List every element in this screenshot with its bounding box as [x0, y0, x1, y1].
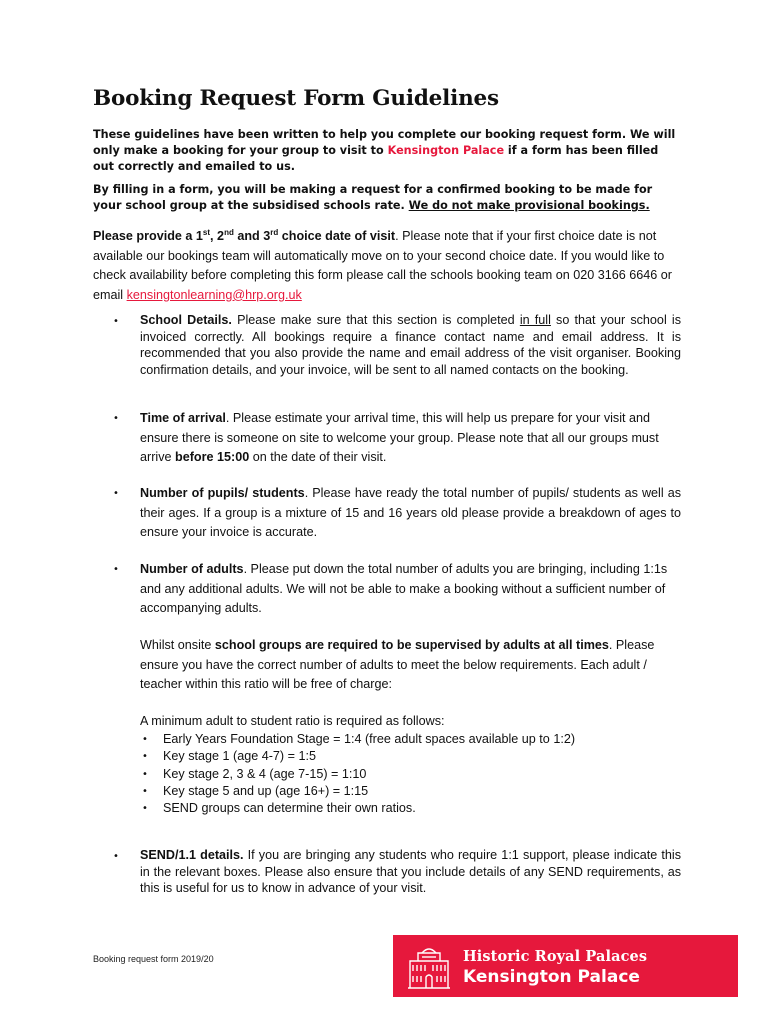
bullet: • — [113, 316, 119, 327]
page-title: Booking Request Form Guidelines — [93, 86, 499, 111]
supervision-paragraph: Whilst onsite school groups are required to be supervised by adults at all times. Please ensure you have the correct number of adults to meet the below requirements. Each adult / teacher within this ratio will be free of charge: — [140, 638, 655, 691]
bullet: • — [113, 488, 119, 499]
logo-org-name: Historic Royal Palaces — [463, 948, 648, 965]
palace-name: Kensington Palace — [387, 144, 505, 157]
ratio-intro: A minimum adult to student ratio is required as follows: — [140, 714, 445, 728]
ratio-list — [140, 731, 575, 817]
ratio-item-eyfs: • Early Years Foundation Stage = 1:4 (free adult spaces available up to 1:2) — [142, 732, 576, 746]
bullet: • — [113, 851, 119, 862]
ratio-item-send: • SEND groups can determine their own ratios. — [142, 801, 416, 816]
list-item-number-of-pupils: • Number of pupils/ students. Please have ready the total number of pupils/ students as well as their ages. If a group is a mixture of 15 and 16 years old please provide a breakdown of ages to ensure your invoice is accurate. — [113, 486, 681, 539]
ratio-item-ks2-4: • Key stage 2, 3 & 4 (age 7-15) = 1:10 — [142, 766, 367, 781]
list-item-school-details: • School Details. Please make sure that this section is completed in full so that your school is invoiced correctly. All bookings require a finance contact name and email address. It is recommended that you also provide the name and email address of the visit organiser. Booking confirmation details, and your invoice, will be sent to all named contacts on the booking. — [113, 313, 681, 377]
bullet: • — [113, 564, 119, 575]
provisional-paragraph: By filling in a form, you will be making a request for a confirmed booking to be made for your school group at the subsidised schools rate. We do not make provisional bookings. — [93, 183, 653, 212]
hrp-logo — [393, 935, 738, 997]
no-provisional-note: We do not make provisional bookings. — [408, 199, 650, 212]
list-item-time-of-arrival: • Time of arrival. Please estimate your arrival time, this will help us prepare for your visit and ensure there is someone on site to welcome your group. Please note that all our groups must arrive before 15:00 on the date of their visit. — [113, 411, 659, 464]
logo-palace-name: Kensington Palace — [463, 967, 640, 987]
list-item-send-details: • SEND/1.1 details. If you are bringing any students who require 1:1 support, please indicate this in the relevant boxes. Please also ensure that you include details of any SEND requirements, as this is useful for us to know in advance of your visit. — [113, 848, 681, 895]
palace-building-icon — [404, 941, 454, 991]
email-link[interactable]: kensingtonlearning@hrp.org.uk — [126, 287, 302, 302]
ratio-item-ks5: • Key stage 5 and up (age 16+) = 1:15 — [142, 783, 369, 798]
bullet: • — [113, 413, 119, 424]
ratio-item-ks1: • Key stage 1 (age 4-7) = 1:5 — [142, 749, 316, 764]
list-item-number-of-adults: • Number of adults. Please put down the total number of adults you are bringing, including 1:1s and any additional adults. We will not be able to make a booking without a sufficient number of accompanying adults. — [113, 562, 668, 615]
choice-date-paragraph: Please provide a 1st, 2nd and 3rd choice date of visit. Please note that if your first choice date is not available our bookings team will automatically move on to your second choice date. If you would like to check availability before completing this form please call the schools booking team on 020 3166 6646 or email kensingtonlearning@hrp.org.uk — [93, 228, 672, 302]
intro-paragraph: These guidelines have been written to help you complete our booking request form. We will only make a booking for your group to visit to Kensington Palace if a form has been filled out correctly and emailed to us. — [93, 128, 676, 173]
footer-text: Booking request form 2019/20 — [93, 954, 214, 964]
